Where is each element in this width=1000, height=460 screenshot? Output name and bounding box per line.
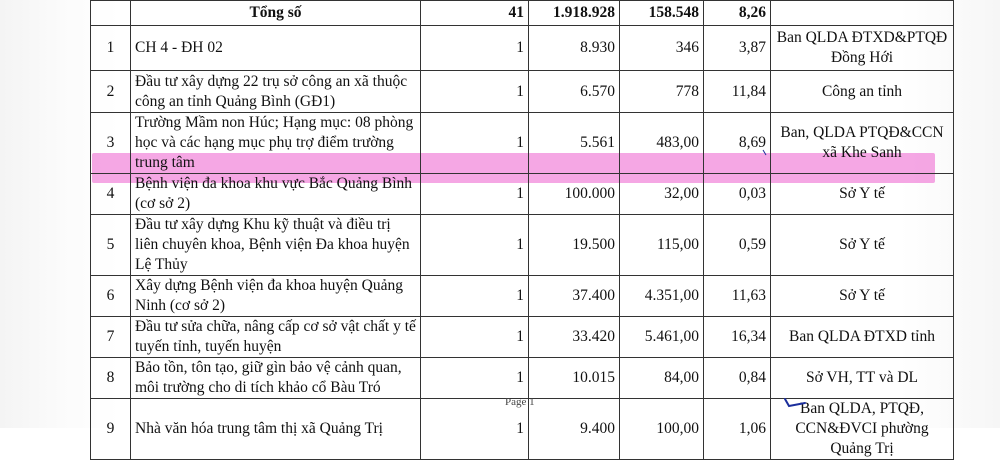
total-value2: 158.548 bbox=[620, 1, 704, 26]
row-org: Ban QLDA ĐTXD&PTQĐ Đồng Hới bbox=[771, 26, 954, 71]
investment-table bbox=[90, 0, 954, 460]
table-row bbox=[91, 358, 954, 399]
row-count: 1 bbox=[421, 71, 529, 113]
table-row bbox=[91, 113, 954, 174]
row-org: Ban QLDA, PTQĐ, CCN&ĐVCI phường Quảng Trị bbox=[771, 399, 954, 460]
row-stt: 1 bbox=[91, 26, 131, 71]
row-percent: 16,34 bbox=[704, 317, 771, 358]
row-count: 1 bbox=[421, 113, 529, 174]
row-stt: 8 bbox=[91, 358, 131, 399]
total-count: 41 bbox=[421, 1, 529, 26]
row-org: Sở Y tế bbox=[771, 276, 954, 317]
row-count: 1 bbox=[421, 399, 529, 460]
page-number: Page 1 bbox=[505, 396, 535, 408]
row-percent: 0,59 bbox=[704, 215, 771, 276]
row-percent: 11,84 bbox=[704, 71, 771, 113]
signature-mark-icon bbox=[783, 396, 809, 410]
row-value2: 32,00 bbox=[620, 174, 704, 215]
row-value1: 6.570 bbox=[529, 71, 620, 113]
row-org: Công an tỉnh bbox=[771, 71, 954, 113]
row-value1: 19.500 bbox=[529, 215, 620, 276]
row-value1: 37.400 bbox=[529, 276, 620, 317]
row-name: Đầu tư xây dựng 22 trụ sở công an xã thuộc công an tỉnh Quảng Bình (GĐ1) bbox=[131, 71, 421, 113]
row-value2: 5.461,00 bbox=[620, 317, 704, 358]
row-name: Xây dựng Bệnh viện đa khoa huyện Quảng Ninh (cơ sở 2) bbox=[131, 276, 421, 317]
row-stt: 7 bbox=[91, 317, 131, 358]
row-org: Ban QLDA ĐTXD tỉnh bbox=[771, 317, 954, 358]
table-row-highlighted bbox=[91, 174, 954, 215]
row-count: 1 bbox=[421, 276, 529, 317]
row-count: 1 bbox=[421, 26, 529, 71]
row-stt: 2 bbox=[91, 71, 131, 113]
row-percent: 1,06 bbox=[704, 399, 771, 460]
row-count: 1 bbox=[421, 358, 529, 399]
row-org: Sở VH, TT và DL bbox=[771, 358, 954, 399]
table-row bbox=[91, 317, 954, 358]
row-percent: 0,03 bbox=[704, 174, 771, 215]
table-row bbox=[91, 71, 954, 113]
row-org: Sở Y tế bbox=[771, 215, 954, 276]
row-value2: 778 bbox=[620, 71, 704, 113]
row-percent: 8,69 bbox=[704, 113, 771, 174]
row-name: Đầu tư sửa chữa, nâng cấp cơ sở vật chất y tế tuyến tỉnh, tuyến huyện bbox=[131, 317, 421, 358]
row-value1: 9.400 bbox=[529, 399, 620, 460]
row-value2: 346 bbox=[620, 26, 704, 71]
row-value2: 100,00 bbox=[620, 399, 704, 460]
row-value1: 10.015 bbox=[529, 358, 620, 399]
row-name: Bảo tồn, tôn tạo, giữ gìn bảo vệ cảnh quan, môi trường cho di tích khảo cổ Bàu Tró bbox=[131, 358, 421, 399]
total-row bbox=[91, 1, 954, 26]
row-count: 1 bbox=[421, 215, 529, 276]
row-name: Trường Mầm non Húc; Hạng mục: 08 phòng học và các hạng mục phụ trợ điểm trường trung tâm bbox=[131, 113, 421, 174]
table-row bbox=[91, 26, 954, 71]
row-count: 1 bbox=[421, 174, 529, 215]
total-value1: 1.918.928 bbox=[529, 1, 620, 26]
row-value2: 115,00 bbox=[620, 215, 704, 276]
total-org bbox=[771, 1, 954, 26]
row-stt: 5 bbox=[91, 215, 131, 276]
row-name: Bệnh viện đa khoa khu vực Bắc Quảng Bình (cơ sở 2) bbox=[131, 174, 421, 215]
total-stt bbox=[91, 1, 131, 26]
table-row bbox=[91, 215, 954, 276]
row-stt: 3 bbox=[91, 113, 131, 174]
row-value1: 33.420 bbox=[529, 317, 620, 358]
row-name: CH 4 - ĐH 02 bbox=[131, 26, 421, 71]
row-value2: 84,00 bbox=[620, 358, 704, 399]
row-stt: 6 bbox=[91, 276, 131, 317]
row-org: Ban, QLDA PTQĐ&CCN xã Khe Sanh bbox=[771, 113, 954, 174]
row-value2: 483,00 bbox=[620, 113, 704, 174]
total-label: Tổng số bbox=[131, 1, 421, 26]
row-percent: 3,87 bbox=[704, 26, 771, 71]
row-stt: 9 bbox=[91, 399, 131, 460]
row-count: 1 bbox=[421, 317, 529, 358]
total-percent: 8,26 bbox=[704, 1, 771, 26]
row-name: Nhà văn hóa trung tâm thị xã Quảng Trị bbox=[131, 399, 421, 460]
row-value1: 5.561 bbox=[529, 113, 620, 174]
row-value1: 100.000 bbox=[529, 174, 620, 215]
table-row bbox=[91, 276, 954, 317]
row-value2: 4.351,00 bbox=[620, 276, 704, 317]
row-value1: 8.930 bbox=[529, 26, 620, 71]
row-org: Sở Y tế bbox=[771, 174, 954, 215]
row-stt: 4 bbox=[91, 174, 131, 215]
pen-tick-icon bbox=[762, 149, 770, 157]
row-percent: 0,84 bbox=[704, 358, 771, 399]
row-name: Đầu tư xây dựng Khu kỹ thuật và điều trị liên chuyên khoa, Bệnh viện Đa khoa huyện Lệ Thủy bbox=[131, 215, 421, 276]
row-percent: 11,63 bbox=[704, 276, 771, 317]
